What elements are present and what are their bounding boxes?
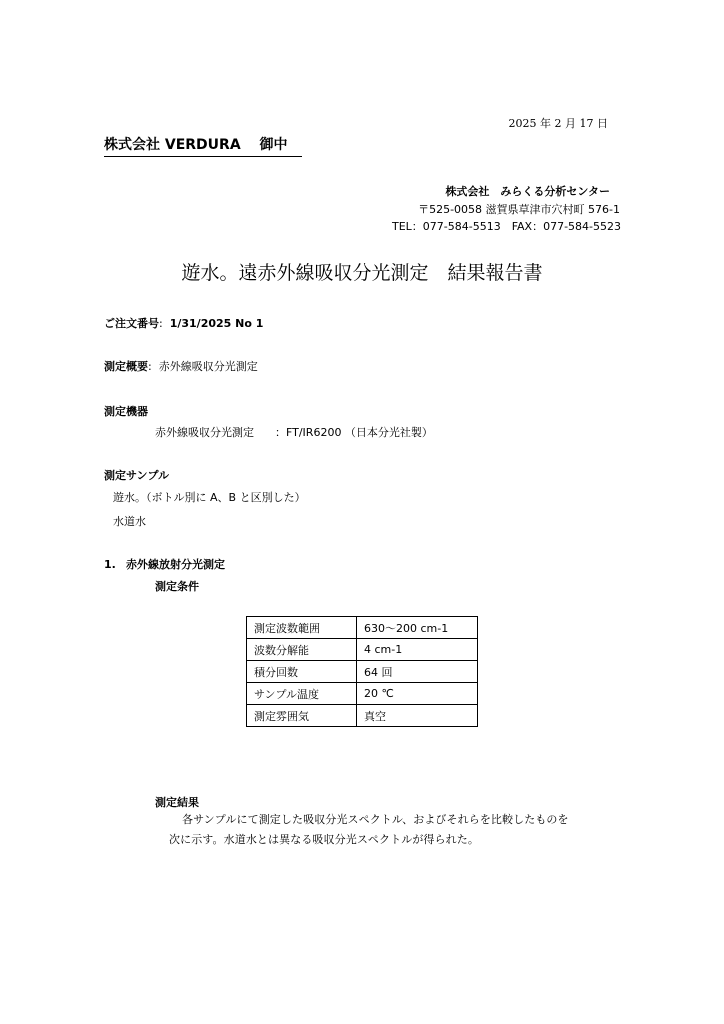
condition-value: 630〜200 cm-1 [357, 617, 478, 639]
equipment-model: ：FT/IR6200 （日本分光社製） [275, 426, 433, 439]
summary-value: 赤外線吸収分光測定 [158, 360, 258, 373]
condition-value: 64 回 [357, 661, 478, 683]
summary-colon: : [148, 360, 159, 373]
report-title: 遊水。遠赤外線吸収分光測定 結果報告書 [181, 262, 543, 284]
order-number-label: ご注文番号 [104, 317, 159, 330]
table-row [247, 639, 478, 661]
equipment-heading: 測定機器 [104, 405, 148, 418]
summary-line [104, 358, 258, 374]
table-row [247, 683, 478, 705]
results-heading: 測定結果 [155, 796, 199, 809]
table-row [247, 617, 478, 639]
condition-key: 波数分解能 [247, 639, 357, 661]
table-row [247, 705, 478, 727]
condition-value: 真空 [357, 705, 478, 727]
recipient-name: 株式会社 VERDURA 御中 [104, 134, 302, 157]
order-number-line [104, 315, 263, 331]
conditions-heading: 測定条件 [155, 580, 199, 593]
condition-key: 測定雰囲気 [247, 705, 357, 727]
sample-item: 遊水。（ボトル別に A、B と区別した） [113, 491, 306, 504]
section-1-number: 1. [104, 558, 116, 571]
sender-phone-fax: TEL：077-584-5513 FAX：077-584-5523 [391, 220, 621, 233]
order-number-value: 1/31/2025 No 1 [169, 317, 264, 330]
table-row [247, 661, 478, 683]
equipment-line [155, 424, 433, 440]
order-number-colon: : [159, 317, 170, 330]
condition-key: 積分回数 [247, 661, 357, 683]
condition-key: サンプル温度 [247, 683, 357, 705]
condition-key: 測定波数範囲 [247, 617, 357, 639]
results-text-line-1: 各サンプルにて測定した吸収分光スペクトル、およびそれらを比較したものを [182, 813, 569, 826]
section-1-title: 赤外線放射分光測定 [126, 558, 225, 571]
summary-label: 測定概要 [104, 360, 148, 373]
sender-company: 株式会社 みらくる分析センター [445, 185, 610, 198]
condition-value: 20 ℃ [357, 683, 478, 705]
conditions-table [246, 616, 478, 727]
sample-item: 水道水 [113, 515, 146, 528]
samples-heading: 測定サンプル [104, 469, 170, 482]
report-date: 2025 年 2 月 17 日 [508, 117, 608, 130]
sender-address: 〒525-0058 滋賀県草津市穴村町 576-1 [418, 203, 620, 216]
results-text-line-2: 次に示す。水道水とは異なる吸収分光スペクトルが得られた。 [169, 833, 479, 846]
condition-value: 4 cm-1 [357, 639, 478, 661]
section-1-heading [104, 556, 225, 572]
equipment-name: 赤外線吸収分光測定 [155, 426, 254, 439]
